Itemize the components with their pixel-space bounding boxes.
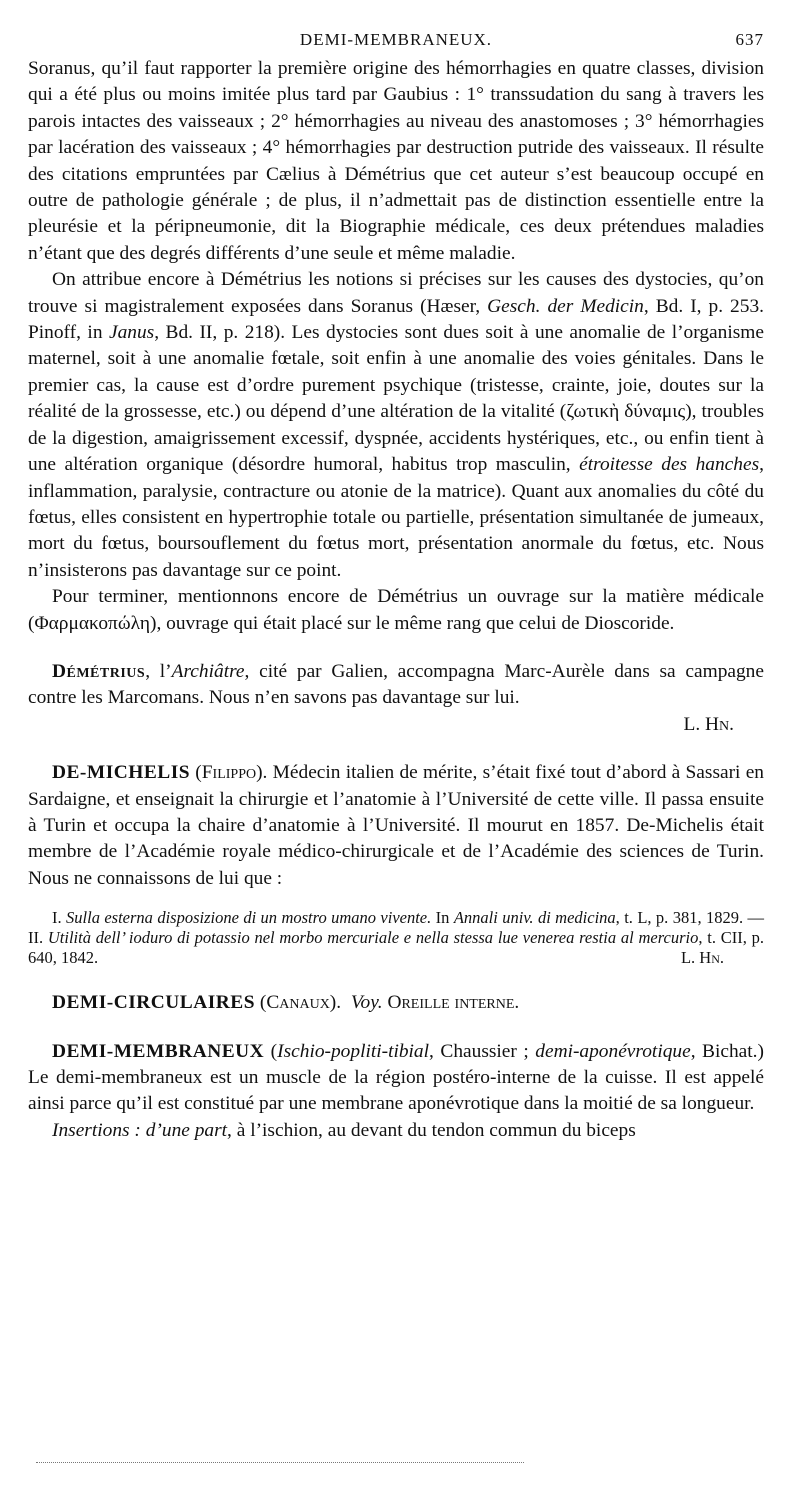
work-title: Utilità dell’ ioduro di potassio nel morbo mercuriale e nella stessa lue venerea restia al mercurio <box>47 928 699 948</box>
entry-demi-membraneux <box>28 1039 764 1118</box>
entry-de-michelis <box>28 760 764 892</box>
text-span: Médecin italien de mérite, s’était fixé tout d’abord à Sassari en Sardaigne, et enseignait la chirurgie et l’anatomie à l’Université de cette ville. Il passa ensuite à Turin et occupa la chaire d’anatomie à l’Université. Il mourut en 1857. De-Michelis était membre de l’Académie royale médico-chirurgicale et de l’Académie des sciences de Turin. Nous ne connaissons de lui que : <box>28 762 764 889</box>
text-span: , inflammation, paralysie, contracture ou atonie de la matrice). Quant aux anomalies du côté du fœtus, elles consistent en hypertrophie totale ou partielle, présentation simultanée de jumeaux, mort du fœtus, boursouflement du fœtus mort, présentation anormale du fœtus, etc. Nous n’insisterons pas davantage sur ce point. <box>28 454 764 581</box>
author-signature <box>28 712 734 738</box>
entry-headword: DEMI-MEMBRANEUX <box>52 1040 265 1062</box>
text-span: , à l’ischion, au devant du tendon commun du biceps <box>227 1119 636 1141</box>
text-span: (Canaux). <box>255 992 342 1014</box>
signature-text: L. Hn. <box>683 713 734 735</box>
text-span: , Chaussier ; <box>429 1040 536 1062</box>
work-title: Sulla esterna disposizione di un mostro umano vivente. <box>66 908 432 928</box>
footer-dotted-rule <box>36 1462 524 1463</box>
entry-demi-circulaires <box>28 990 764 1016</box>
text-span: ( <box>264 1040 278 1062</box>
emphasis: Archiâtre <box>171 660 245 682</box>
demetrius-paragraph-2 <box>28 267 764 584</box>
page <box>28 30 764 1144</box>
text-span: I. <box>52 908 67 928</box>
reference-journal: Janus <box>108 322 155 344</box>
text-span: , t. L, p. 381, 1829. — II. <box>28 908 765 948</box>
running-header <box>28 30 764 56</box>
bibliography-de-michelis <box>28 908 764 968</box>
text-span: In <box>431 908 454 928</box>
entry-headword: DE-MICHELIS <box>52 762 191 784</box>
insertions-label: Insertions : d’une part <box>52 1119 228 1141</box>
journal-title: Annali univ. di medicina <box>453 908 616 928</box>
text-span: , Bd. II, p. 218). Les dystocies sont dues soit à une anomalie de l’organisme maternel, soit à une anomalie fœtale, soit enfin à une anomalie des voies génitales. Dans le premier cas, la cause est d’ordre purement psychique (tristesse, crainte, joie, doutes sur la réalité de la grossesse, etc.) ou dépend d’une altération de la vitalité (ζωτικὴ δύναμις), troubles de la digestion, amaigrissement excessif, dyspnée, accidents hystériques, etc., ou enfin tient à une altération organique (désordre humoral, habitus trop masculin, <box>28 322 764 476</box>
author-signature: L. Hn. <box>680 948 724 968</box>
text-span: , Bd. I, p. 253. Pinoff, in <box>28 295 764 344</box>
cross-reference: Oreille interne. <box>387 992 520 1014</box>
demetrius-paragraph-1: Soranus, qu’il faut rapporter la première origine des hémorrhagies en quatre classes, division qui a été plus ou moins imitée plus tard par Gaubius : 1° transsudation du sang à travers les parois intactes des vaisseaux ; 2° hémorrhagies au niveau des anastomoses ; 3° hémorrhagies par lacération des vaisseaux ; 4° hémorrhagies par destruction putride des vaisseaux. Il résulte des citations empruntées par Cælius à Démétrius que cet auteur s’est beaucoup occupé en outre de pathologie générale ; de plus, il n’admettait pas de distinction essentielle entre la pleurésie et la péripneumonie, dit la Biographie médicale, ces deux prétendues maladies n’étant que des degrés différents d’une seule et même maladie. <box>28 58 764 264</box>
synonym: demi-aponévrotique <box>535 1040 691 1062</box>
insertions-paragraph <box>28 1118 764 1144</box>
see-also-label: Voy. <box>350 992 383 1014</box>
text-span: , Bichat.) <box>690 1040 764 1062</box>
text-span: , l’ <box>145 660 172 682</box>
synonym: Ischio-popliti-tibial <box>277 1040 430 1062</box>
emphasis: étroitesse des hanches <box>579 454 760 476</box>
running-title: DEMI-MEMBRANEUX. <box>299 30 493 49</box>
page-number: 637 <box>735 30 764 49</box>
entry-headword: DEMI-CIRCULAIRES <box>52 992 256 1014</box>
reference-title: Gesch. der Medicin <box>487 295 644 317</box>
text-span: , cité par Galien, accompagna Marc-Aurèle dans sa campagne contre les Marcomans. Nous n’en savons pas davantage sur lui. <box>28 660 764 709</box>
given-name: (Filippo). <box>190 762 268 784</box>
entry-headword: Démétrius <box>52 660 146 682</box>
entry-demetrius-archiatre <box>28 659 764 712</box>
demetrius-paragraph-3: Pour terminer, mentionnons encore de Démétrius un ouvrage sur la matière médicale (Φαρμακοπώλη), ouvrage qui était placé sur le même rang que celui de Dioscoride. <box>28 586 764 634</box>
text-span: On attribue encore à Démétrius les notions si précises sur les causes des dystocies, qu’on trouve si magistralement exposées dans Soranus (Hæser, <box>28 269 764 317</box>
text-span: , t. CII, p. 640, 1842. <box>28 928 764 968</box>
text-span: Le demi-membraneux est un muscle de la région postéro-interne de la cuisse. Il est appelé ainsi parce qu’il est constitué par une membrane aponévrotique dans la moitié de sa longueur. <box>28 1067 764 1115</box>
